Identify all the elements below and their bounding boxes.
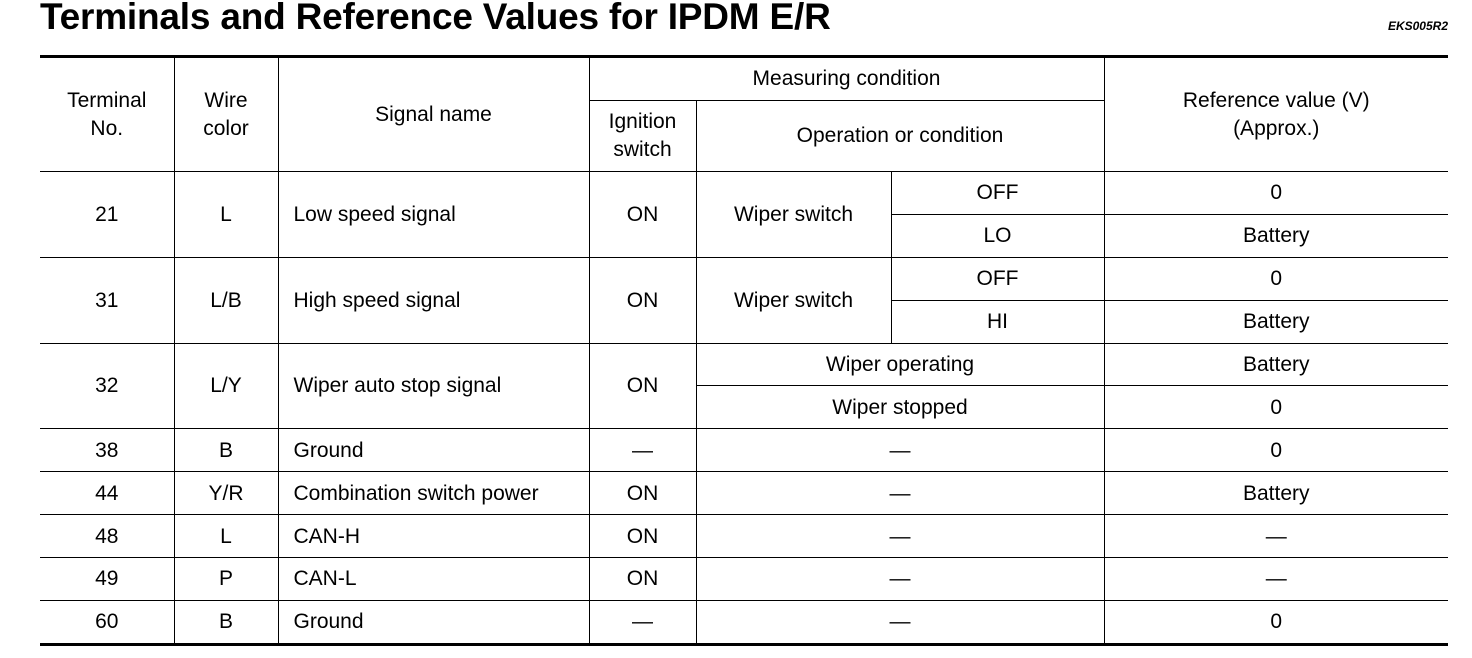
condition-state-cell: OFF: [891, 172, 1104, 215]
operation-cell: Wiper switch: [696, 172, 891, 258]
reference-value-cell: Battery: [1104, 300, 1448, 343]
signal-name-cell: High speed signal: [278, 257, 589, 343]
terminal-cell: 38: [40, 429, 174, 472]
ignition-cell: ON: [589, 515, 696, 558]
header-terminal-no: Terminal No.: [40, 57, 174, 172]
operation-cell: —: [696, 558, 1104, 601]
terminal-cell: 32: [40, 343, 174, 429]
signal-name-cell: CAN-H: [278, 515, 589, 558]
table-row: [40, 558, 1448, 601]
condition-state-cell: OFF: [891, 257, 1104, 300]
terminal-cell: 44: [40, 472, 174, 515]
table-row: [40, 257, 1448, 300]
document-code: EKS005R2: [1387, 19, 1448, 33]
reference-value-cell: 0: [1104, 429, 1448, 472]
signal-name-cell: Ground: [278, 429, 589, 472]
page-title: Terminals and Reference Values for IPDM E/R: [40, 0, 831, 37]
ignition-cell: ON: [589, 172, 696, 258]
ignition-cell: —: [589, 429, 696, 472]
operation-cell: —: [696, 429, 1104, 472]
wire-color-cell: L: [174, 172, 278, 258]
table-row: [40, 343, 1448, 386]
operation-cell: Wiper operating: [696, 343, 1104, 386]
wire-color-cell: L/Y: [174, 343, 278, 429]
reference-value-cell: 0: [1104, 600, 1448, 644]
wire-color-cell: L: [174, 515, 278, 558]
ignition-cell: ON: [589, 472, 696, 515]
reference-value-cell: 0: [1104, 172, 1448, 215]
reference-value-cell: 0: [1104, 386, 1448, 429]
signal-name-cell: Wiper auto stop signal: [278, 343, 589, 429]
operation-cell: —: [696, 515, 1104, 558]
wire-color-cell: B: [174, 600, 278, 644]
operation-cell: —: [696, 472, 1104, 515]
header-wire-color: Wire color: [174, 57, 278, 172]
terminal-cell: 21: [40, 172, 174, 258]
reference-value-cell: 0: [1104, 257, 1448, 300]
wire-color-cell: L/B: [174, 257, 278, 343]
reference-value-cell: Battery: [1104, 214, 1448, 257]
ignition-cell: ON: [589, 343, 696, 429]
header-measuring-condition: Measuring condition: [589, 57, 1104, 101]
ignition-cell: ON: [589, 257, 696, 343]
condition-state-cell: HI: [891, 300, 1104, 343]
reference-value-cell: Battery: [1104, 472, 1448, 515]
signal-name-cell: Combination switch power: [278, 472, 589, 515]
signal-name-cell: Ground: [278, 600, 589, 644]
terminal-cell: 48: [40, 515, 174, 558]
table-row: [40, 600, 1448, 644]
table-row: [40, 472, 1448, 515]
ignition-cell: —: [589, 600, 696, 644]
wire-color-cell: Y/R: [174, 472, 278, 515]
table-row: [40, 172, 1448, 215]
terminal-cell: 49: [40, 558, 174, 601]
header-signal-name: Signal name: [278, 57, 589, 172]
signal-name-cell: CAN-L: [278, 558, 589, 601]
signal-name-cell: Low speed signal: [278, 172, 589, 258]
header-reference-value: Reference value (V) (Approx.): [1104, 57, 1448, 172]
terminal-reference-table: [40, 55, 1448, 646]
reference-value-cell: Battery: [1104, 343, 1448, 386]
header-ignition-switch: Ignition switch: [589, 101, 696, 172]
terminal-cell: 60: [40, 600, 174, 644]
reference-value-cell: —: [1104, 515, 1448, 558]
wire-color-cell: B: [174, 429, 278, 472]
condition-state-cell: LO: [891, 214, 1104, 257]
operation-cell: Wiper stopped: [696, 386, 1104, 429]
table-row: [40, 515, 1448, 558]
operation-cell: Wiper switch: [696, 257, 891, 343]
header-operation-condition: Operation or condition: [696, 101, 1104, 172]
ignition-cell: ON: [589, 558, 696, 601]
reference-value-cell: —: [1104, 558, 1448, 601]
table-row: [40, 429, 1448, 472]
wire-color-cell: P: [174, 558, 278, 601]
operation-cell: —: [696, 600, 1104, 644]
terminal-cell: 31: [40, 257, 174, 343]
